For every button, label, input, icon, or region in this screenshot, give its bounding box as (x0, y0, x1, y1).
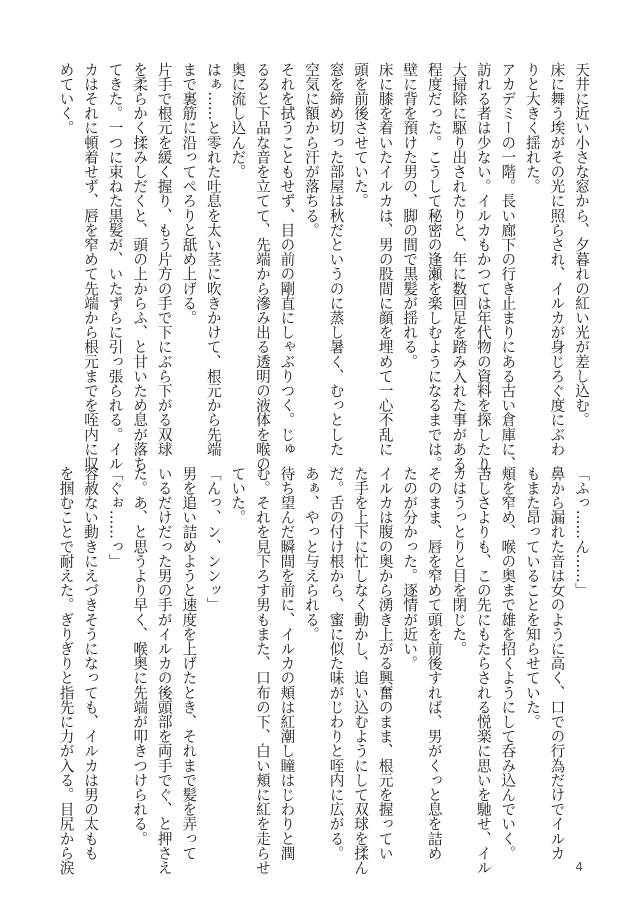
text-line: 男を追い詰めようと速度を上げたとき、それまで髪を弄って (180, 466, 198, 861)
text-line: カはそれに頓着せず、唇を窄めて先端から根元までを咥内に収 (82, 62, 100, 471)
text-line: てきた。一つに束ねた黒髪が、いたずらに引っ張られる。イル (106, 62, 124, 471)
text-line: だ。舌の付け根から、蜜に似た味がじわりと咥内に広がる。 (327, 466, 345, 861)
text-line: 待ち望んだ瞬間を前に、イルカの頬は紅潮し瞳はじわりと潤 (278, 466, 296, 861)
text-line: そのまま、唇を窄めて頭を前後すれば、男がくっと息を詰め (425, 466, 443, 861)
text-line: いるだけだった男の手がイルカの後頭部を両手でぐ、と押さえ (155, 466, 173, 875)
text-line: 窓を締め切った部屋は秋だというのに蒸し暑く、むっとした (327, 62, 345, 457)
text-line: たのが分かった。逐情が近い。 (401, 466, 419, 671)
page-number: 4 (575, 860, 583, 874)
text-line: を柔らかく揉みしだくと、頭の上からふ、と甘いため息が落ち (131, 62, 149, 471)
text-line: 天井に近い小さな窓から、夕暮れの紅い光が差し込む。 (573, 62, 590, 427)
text-line: 大掃除に駆り出されたりと、年に数回足を踏み入れた事がある (450, 62, 468, 471)
text-line: を掴むことで耐えた。ぎりぎりと指先に力が入る。目尻から涙 (57, 466, 75, 875)
text-line: カはうっとりと目を閉じた。 (450, 466, 468, 656)
text-line: るると下品な音を立てて、先端から滲み出る透明の液体を喉の (253, 62, 271, 471)
text-line: 訪れる者は少ない。イルカもかつては年代物の資料を探したり、 (474, 62, 492, 486)
text-line: まで裏筋に沿ってぺろりと舐め上げる。 (180, 62, 198, 325)
text-line: 頭を前後させていた。 (352, 62, 370, 208)
text-line: アカデミーの一階。長い廊下の行き止まりにある古い倉庫に、 (499, 62, 517, 471)
text-line: りと大きく揺れた。 (523, 62, 541, 194)
text-line: イルカは腹の奥から湧き上がる興奮のまま、根元を握ってい (376, 466, 394, 861)
text-line: 「んっ、ン、ンンッ」 (204, 466, 222, 612)
text-line: た。あ、と思うより早く、喉奥に先端が叩きつけられる。 (131, 466, 149, 846)
text-line: 「ぐぉ……っ」 (106, 466, 124, 569)
text-line: 奥に流し込んだ。 (229, 62, 247, 179)
text-line: 容赦ない動きにえづきそうになっても、イルカは男の太もも (82, 466, 100, 861)
text-line: た手を上下に忙しなく動かし、追い込むようにして双球を揉ん (352, 466, 370, 875)
text-line: む。それを見下ろす男もまた、口布の下、白い頬に紅を走らせ (253, 466, 271, 875)
text-line: めていく。 (57, 62, 75, 135)
text-line: あぁ、やっと与えられる。 (302, 466, 320, 642)
text-line: 「ふっ……ん……」 (573, 466, 590, 598)
text-line: 鼻から漏れた音は女のように高く、口での行為だけでイルカ (548, 466, 566, 861)
text-block-bottom (57, 466, 593, 875)
text-line: 程度だった。こうして秘密の逢瀬を楽しむようになるまでは。 (425, 62, 443, 471)
text-line: 頬を窄め、喉の奥まで雄を招くようにして呑み込んでいく。 (499, 466, 517, 861)
text-line: はぁ……と零れた吐息を太い茎に吹きかけて、根元から先端 (204, 62, 222, 457)
text-line: それを拭うこともせず、目の前の剛直にしゃぶりつく。じゅ (278, 62, 296, 457)
text-block-top (57, 62, 593, 486)
text-line: 苦しさよりも、この先にもたらされる悦楽に思いを馳せ、イル (474, 466, 492, 875)
text-line: 床に膝を着いたイルカは、男の股間に顔を埋めて一心不乱に (376, 62, 394, 457)
text-line: 片手で根元を緩く握り、もう片方の手で下にぶら下がる双球 (155, 62, 173, 457)
text-line: 空気に額から汗が落ちる。 (302, 62, 320, 238)
text-line: 床に舞う埃がその光に照らされ、イルカが身じろぐ度にぶわ (548, 62, 566, 457)
text-line: ていた。 (229, 466, 247, 525)
text-line: もまた昂っていることを知らせていた。 (523, 466, 541, 729)
text-line: 壁に背を預けた男の、脚の間で黒髪が揺れる。 (401, 62, 419, 369)
